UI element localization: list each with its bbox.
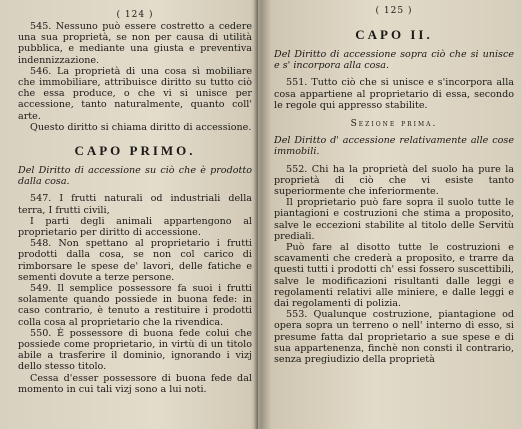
paragraph-546b: Questo diritto si chiama diritto di accessione. (30, 121, 252, 133)
paragraph-550b: Cessa d'esser possessore di buona fede dal momento in cui tali vizj sono a lui noti. (18, 372, 252, 395)
right-page (262, 0, 518, 429)
paragraph-552c: Può fare al disotto tutte le costruzioni e scavamenti che crederà a proposito, e trarre da questi tutti i prodotti ch' essi fossero suscettibili, salve le modificazioni risultanti dalle leggi e regolamenti relativi alle miniere, e dalle leggi e dai regolamenti di polizia. (274, 242, 514, 310)
page-number-left: ( 124 ) (116, 10, 154, 20)
paragraph-547: 547. I frutti naturali od industriali della terra, I frutti civili, (18, 193, 252, 216)
chapter-subheading-right: Del Diritto di accessione sopra ciò che si unisce e s' incorpora alla cosa. (274, 49, 514, 72)
paragraph-553: 553. Qualunque costruzione, piantagione od opera sopra un terreno o nell' interno di esso, si presume fatta dal proprietario a sue spese e di sua appartenenza, finchè non consti il contrario, senza pregiudizio della proprietà (274, 309, 514, 366)
paragraph-551: 551. Tutto ciò che si unisce e s'incorpora alla cosa appartiene al proprietario di essa, secondo le regole qui appresso stabilite. (274, 77, 514, 111)
page-gutter (254, 0, 258, 429)
paragraph-546: 546. La proprietà di una cosa sì mobiliare che immobiliare, attribuisce diritto su tutto ciò che essa produce, o che vi si unisce per accessione, tanto naturalmente, quanto coll' arte. (18, 65, 252, 122)
page-number-right: ( 125 ) (375, 6, 413, 16)
paragraph-550: 550. È possessore di buona fede colui che possiede come proprietario, in virtù di un titolo abile a trasferire il dominio, ignorando i vizj dello stesso titolo. (18, 327, 252, 373)
paragraph-552: 552. Chi ha la proprietà del suolo ha pure la proprietà di ciò che vi esiste tanto superiormente che inferiormente. (274, 163, 514, 198)
paragraph-547b: I parti degli animali appartengono al proprietario per diritto di accessione. (18, 215, 252, 239)
chapter-heading-left: CAPO PRIMO. (74, 143, 196, 159)
paragraph-549: 549. Il semplice possessore fa suoi i frutti solamente quando possiede in buona fede: in caso contrario, è tenuto a restituire i prodotti colla cosa al proprietario che la rivendica. (18, 283, 252, 328)
paragraph-545: 545. Nessuno può essere costretto a cedere una sua proprietà, se non per causa di utilità pubblica, e mediante una giusta e preventiva indennizzazione. (18, 21, 252, 66)
section-heading: Sezione prima. (350, 119, 438, 130)
section-subheading: Del Diritto d' accessione relativamente alle cose immobili. (274, 135, 514, 158)
paragraph-552b: Il proprietario può fare sopra il suolo tutte le piantagioni e costruzioni che stima a proposito, salve le eccezioni stabilite al titolo delle Servitù prediali. (274, 197, 514, 242)
chapter-heading-right: CAPO II. (355, 27, 433, 42)
left-page (0, 0, 258, 429)
paragraph-548: 548. Non spettano al proprietario i frutti prodotti dalla cosa, se non col carico di rimborsare le spese de' lavori, delle fatiche e sementi dovute a terze persone. (18, 238, 252, 283)
chapter-subheading-left: Del Diritto di accessione su ciò che è prodotto dalla cosa. (18, 165, 252, 188)
